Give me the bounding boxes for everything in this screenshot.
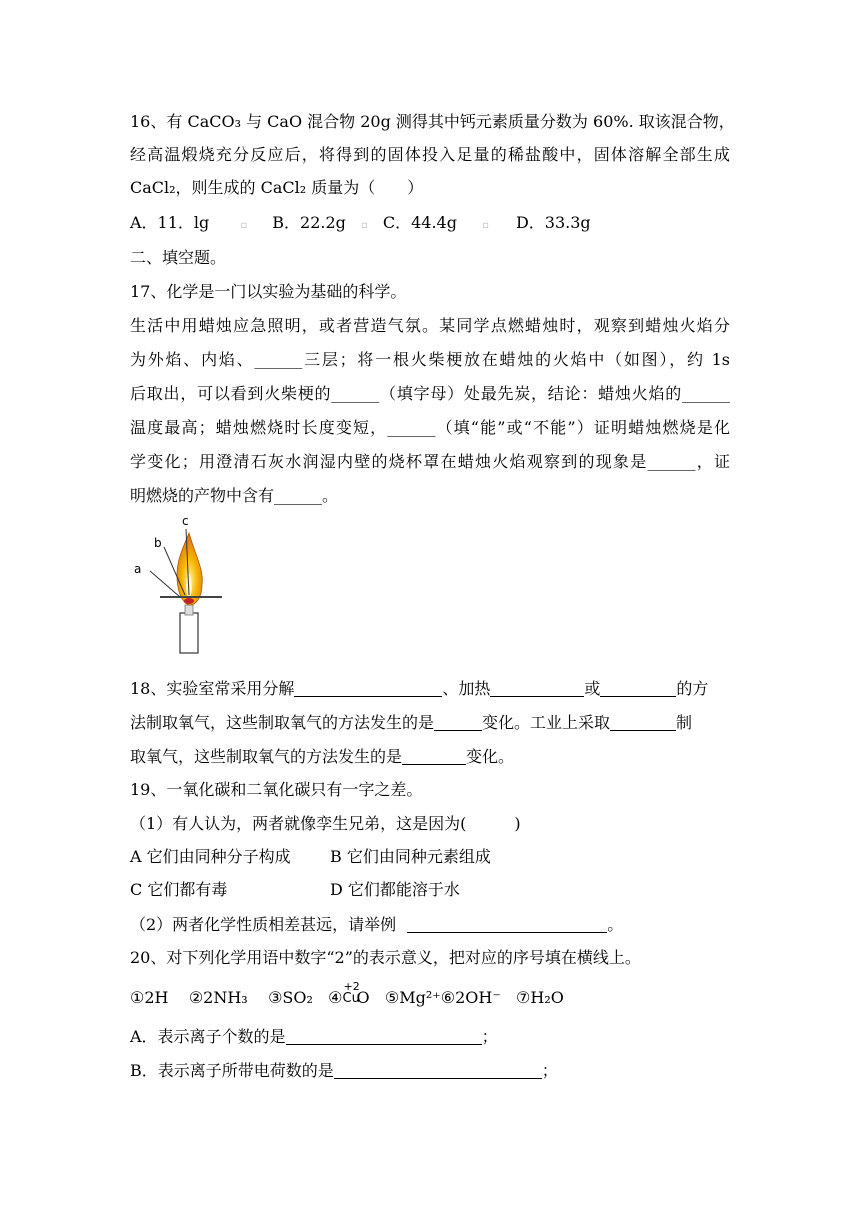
q20-item: ⑦H₂O — [516, 988, 564, 1007]
q20-item: ②2NH₃ — [188, 988, 248, 1007]
q16-line2: 经高温煅烧充分反应后，将得到的固体投入足量的稀盐酸中，固体溶解全部生成 — [130, 145, 730, 164]
q20-a — [130, 1026, 498, 1047]
q18-text: 制 — [676, 713, 693, 732]
label-b: b — [154, 536, 162, 550]
q19-option-b: B 它们由同种元素组成 — [330, 847, 491, 866]
q19-options-row2 — [130, 880, 460, 900]
pointer-a — [150, 571, 180, 597]
q20-text: ； — [481, 1027, 498, 1046]
section-heading: 二、填空题。 — [130, 248, 227, 267]
q16-options — [130, 213, 591, 236]
q20-item: O — [356, 988, 370, 1007]
answer-blank[interactable] — [434, 712, 482, 731]
q17-para-line: 温度最高；蜡烛燃烧时长度变短，______（填“能”或“不能”）证明蜡烛燃烧是化 — [130, 418, 730, 437]
q20-item: ④ — [328, 988, 343, 1007]
q16-option-b: B．22.2g — [272, 213, 346, 232]
candle-flame-figure — [130, 515, 230, 655]
copper-valence — [342, 980, 360, 1006]
valence-charge: +2 — [343, 980, 360, 993]
q20-text: A．表示离子个数的是 — [130, 1027, 286, 1046]
q17-para-line: 学变化；用澄清石灰水润湿内壁的烧杯罩在蜡烛火焰观察到的现象是______，证 — [130, 452, 730, 471]
q18-text: 、加热 — [442, 679, 491, 698]
q19-sub1: （1）有人认为，两者就像孪生兄弟，这是因为( ) — [130, 814, 521, 833]
q16-option-a: A．11．lg — [130, 213, 210, 232]
label-c: c — [182, 515, 189, 528]
answer-blank[interactable] — [407, 914, 607, 933]
q18-text: 或 — [584, 679, 601, 698]
q19-options-row1 — [130, 847, 491, 867]
q18-line3 — [130, 746, 514, 767]
q19-option-c: C 它们都有毒 — [130, 880, 228, 899]
q16-line1: 16、有 CaCO₃ 与 CaO 混合物 20g 测得其中钙元素质量分数为 60%. 取该混合物， — [130, 112, 735, 131]
candle-wick-base — [185, 605, 193, 615]
answer-blank[interactable] — [334, 1060, 542, 1079]
q17-title: 17、化学是一门以实验为基础的科学。 — [130, 282, 407, 301]
answer-blank[interactable] — [610, 712, 676, 731]
q20-title: 20、对下列化学用语中数字“2”的表示意义，把对应的序号填在横线上。 — [130, 948, 641, 967]
q17-para-line: 明燃烧的产物中含有______。 — [130, 486, 339, 505]
q19-title: 19、一氧化碳和二氧化碳只有一字之差。 — [130, 780, 423, 799]
q20-text: ； — [541, 1061, 558, 1080]
q17-para-line: 后取出，可以看到火柴梗的______（填字母）处最先炭，结论：蜡烛火焰的______ — [130, 384, 730, 403]
separator-dot: ▫ — [482, 220, 489, 231]
q18-text: 变化。工业上采取 — [482, 713, 611, 732]
q20-item: ⑥2OH⁻ — [440, 988, 501, 1007]
q20-b — [130, 1060, 558, 1081]
q19-sub2 — [130, 914, 623, 935]
q16-option-c: C．44.4g — [382, 213, 457, 232]
answer-blank[interactable] — [600, 678, 676, 697]
q17-para-line: 生活中用蜡烛应急照明，或者营造气氛。某同学点燃蜡烛时，观察到蜡烛火焰分 — [130, 316, 730, 335]
q20-item: ③SO₂ — [268, 988, 313, 1007]
q20-items — [130, 980, 564, 1008]
q18-text: 取氧气，这些制取氧气的方法发生的是 — [130, 747, 403, 766]
answer-blank[interactable] — [286, 1026, 482, 1045]
q20-item: ⑤Mg²⁺ — [384, 988, 441, 1007]
q20-text: B．表示离子所带电荷数的是 — [130, 1061, 334, 1080]
q18-text: 的方 — [676, 679, 709, 698]
q19-option-d: D 它们都能溶于水 — [330, 880, 460, 899]
q19-text: （2）两者化学性质相差甚远，请举例 — [130, 915, 397, 934]
q18-text: 变化。 — [466, 747, 515, 766]
q18-line1 — [130, 678, 708, 699]
q16-line3: CaCl₂，则生成的 CaCl₂ 质量为（ ） — [130, 178, 424, 197]
answer-blank[interactable] — [402, 746, 466, 765]
q18-text: 18、实验室常采用分解 — [130, 679, 295, 698]
separator-dot: ▫ — [240, 220, 248, 231]
candle-body — [180, 613, 198, 653]
flame-core — [184, 598, 194, 604]
q17-para-line: 为外焰、内焰、______三层；将一根火柴梗放在蜡烛的火焰中（如图），约 1s — [130, 350, 730, 369]
q18-text: 法制取氧气，这些制取氧气的方法发生的是 — [130, 713, 435, 732]
q19-text: 。 — [607, 915, 624, 934]
separator-dot: ▫ — [360, 220, 368, 231]
label-a: a — [134, 562, 142, 576]
answer-blank[interactable] — [490, 678, 584, 697]
answer-blank[interactable] — [294, 678, 442, 697]
element-symbol: Cu — [342, 991, 360, 1006]
q20-item: ①2H — [130, 988, 169, 1007]
q16-option-d: D．33.3g — [515, 213, 591, 232]
q18-line2 — [130, 712, 692, 733]
q19-option-a: A 它们由同种分子构成 — [130, 847, 291, 866]
